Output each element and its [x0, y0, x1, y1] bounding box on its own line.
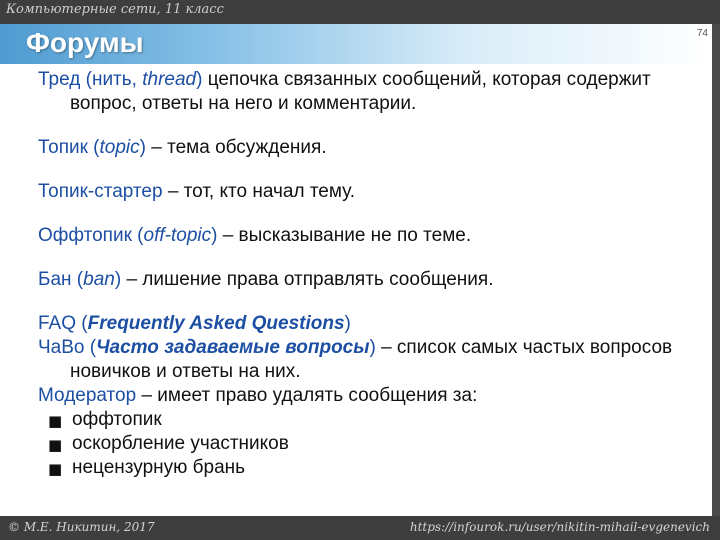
term-topic — [38, 137, 146, 158]
definition-topic — [38, 136, 698, 160]
definition-text: – тот, кто начал тему. — [162, 181, 356, 202]
list-item-text: оскорбление участников — [72, 433, 289, 454]
term-thread-english: thread — [142, 69, 197, 90]
term-topic-part: ) — [139, 137, 146, 158]
definition-text: – лишение права отправлять сообщения. — [121, 269, 494, 290]
term-faq — [38, 313, 351, 334]
footer-author: © М.Е. Никитин, 2017 — [8, 520, 155, 534]
term-ban-english: ban — [83, 269, 115, 290]
definition-moderator — [38, 384, 698, 408]
term-thread — [38, 69, 202, 90]
term-ban — [38, 269, 121, 290]
term-ban-part: Бан ( — [38, 269, 84, 290]
term-topic-english: topic — [99, 137, 140, 158]
definition-offtopic — [38, 224, 698, 248]
spacer — [38, 160, 698, 180]
term-thread-part: Тред ( — [38, 69, 92, 90]
term-offtopic-part: ) — [211, 225, 218, 246]
definition-text: – тема обсуждения. — [145, 137, 327, 158]
term-topic-part: Топик ( — [38, 137, 100, 158]
slide-content — [38, 68, 698, 480]
list-item-text: оффтопик — [72, 409, 162, 430]
term-faq-part: FAQ ( — [38, 313, 88, 334]
term-offtopic-english: off-topic — [143, 225, 212, 246]
term-thread-part: нить, — [91, 69, 143, 90]
top-bar — [0, 0, 720, 24]
term-ban-part: ) — [114, 269, 122, 290]
term-chavo — [38, 337, 376, 358]
definition-ban — [38, 268, 698, 292]
term-chavo-part: ЧаВо ( — [38, 337, 97, 358]
slide — [0, 24, 712, 516]
term-moderator: Модератор — [38, 385, 137, 406]
spacer — [38, 116, 698, 136]
slide-title: Форумы — [26, 27, 144, 58]
term-offtopic — [38, 225, 217, 246]
list-item-text: нецензурную брань — [72, 457, 246, 478]
spacer — [38, 204, 698, 224]
term-thread-part: ) — [196, 69, 203, 90]
list-item — [48, 408, 698, 432]
definition-text: – имеет право удалять сообщения за: — [136, 385, 478, 406]
definition-faq — [38, 312, 698, 336]
term-faq-part: ) — [344, 313, 351, 334]
term-chavo-expansion: Часто задаваемые вопросы — [96, 337, 370, 358]
square-bullet-icon: ■ — [48, 436, 63, 454]
slide-number: 74 — [696, 28, 708, 39]
definition-text: – высказывание не по теме. — [217, 225, 472, 246]
term-chavo-part: ) — [369, 337, 376, 358]
spacer — [38, 292, 698, 312]
definition-text: цепочка связанных сообщений, которая содержит вопрос, ответы на него и комментарии. — [70, 69, 651, 114]
definition-text: – список самых частых вопросов новичков и ответы на них. — [70, 337, 673, 382]
list-item — [48, 432, 698, 456]
footer-url[interactable]: https://infourok.ru/user/nikitin-mihail-evgenevich — [409, 520, 710, 534]
term-faq-expansion: Frequently Asked Questions — [87, 313, 345, 334]
definition-topic-starter — [38, 180, 698, 204]
definition-thread — [38, 68, 698, 116]
term-offtopic-part: Оффтопик ( — [38, 225, 144, 246]
square-bullet-icon: ■ — [48, 412, 63, 430]
moderator-reasons-list — [38, 408, 698, 480]
title-band — [0, 24, 712, 64]
spacer — [38, 248, 698, 268]
list-item — [48, 456, 698, 480]
definition-chavo — [38, 336, 698, 384]
course-header: Компьютерные сети, 11 класс — [6, 2, 224, 17]
square-bullet-icon: ■ — [48, 460, 63, 478]
term-topic-starter: Топик-стартер — [38, 181, 163, 202]
bottom-bar — [0, 516, 720, 540]
